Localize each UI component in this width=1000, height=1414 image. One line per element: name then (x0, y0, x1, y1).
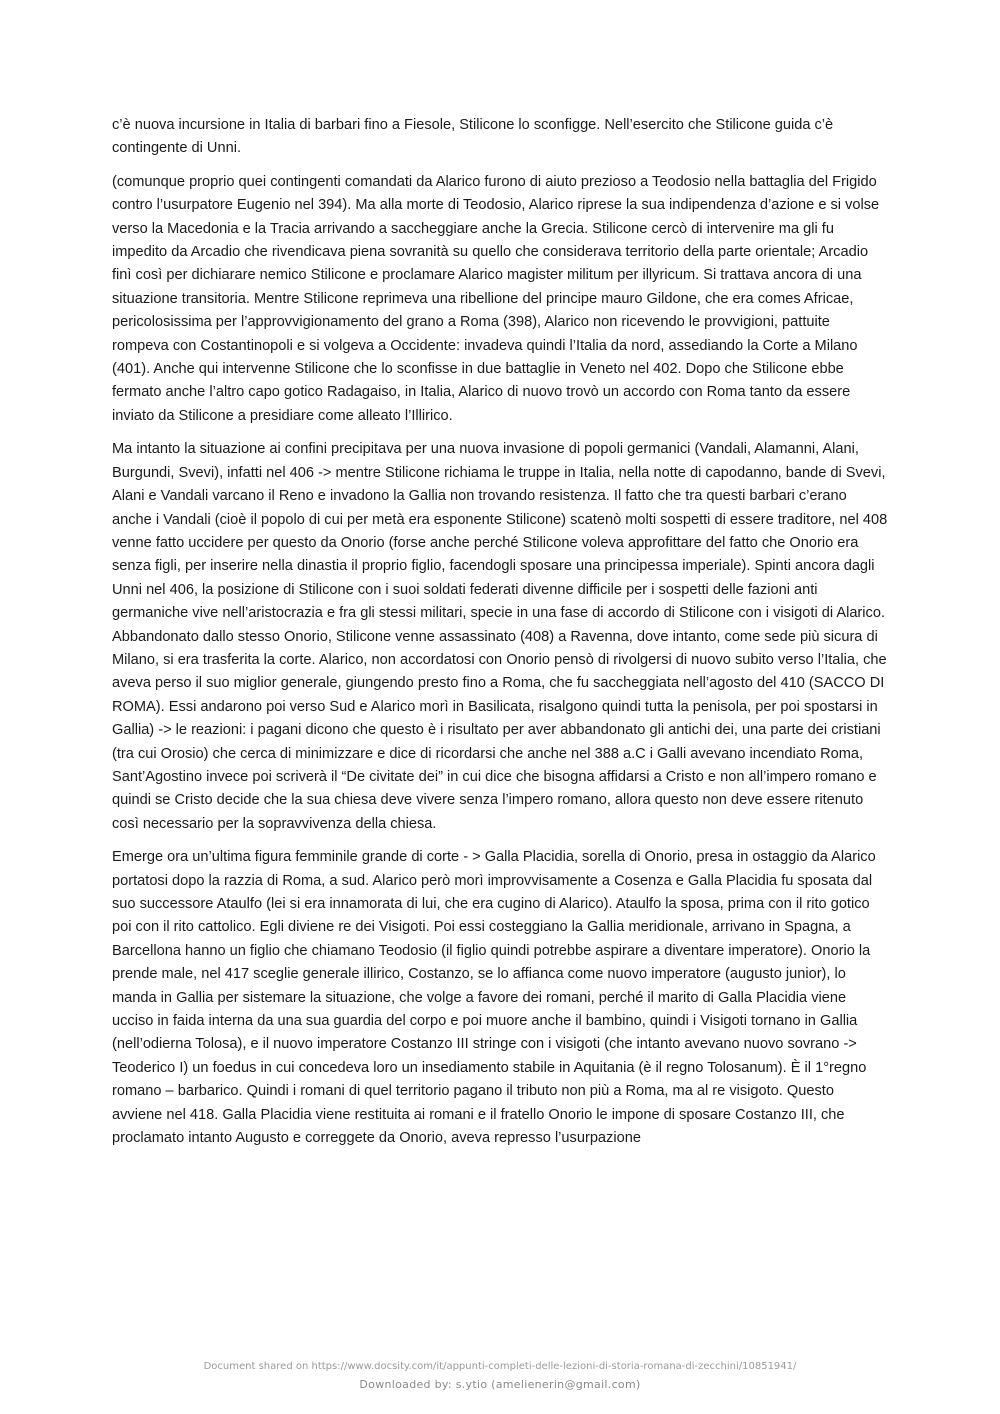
paragraph-1: c’è nuova incursione in Italia di barbari fino a Fiesole, Stilicone lo sconfigge. Nell’esercito che Stilicone guida c’è contingente di Unni. (112, 117, 834, 157)
footer-shared-link[interactable]: Document shared on https://www.docsity.com/it/appunti-completi-delle-lezioni-di-storia-romana-di-zecchini/10851941/ (203, 1361, 797, 1372)
paragraph-4: Emerge ora un’ultima figura femminile grande di corte - > Galla Placidia, sorella di Onorio, presa in ostaggio da Alarico portatosi dopo la razzia di Roma, a sud. Alarico però morì improvvisamente a Cosenza e Galla Placidia fu sposata dal suo successore Ataulfo (lei si era innamorata di lui, che era cugino di Alarico). Ataulfo la sposa, prima con il rito gotico poi con il rito cattolico. Egli diviene re dei Visigoti. Poi essi costeggiano la Gallia meridionale, arrivano in Spagna, a Barcellona hanno un figlio che chiamano Teodosio (il figlio quindi potrebbe aspirare a diventare imperatore). Onorio la prende male, nel 417 sceglie generale illirico, Costanzo, se lo affianca come nuovo imperatore (augusto junior), lo manda in Gallia per sistemare la situazione, che volge a favore dei romani, perché il marito di Galla Placidia viene ucciso in faida interna da una sua guardia del corpo e poi muore anche il bambino, quindi i Visigoti tornano in Gallia (nell’odierna Tolosa), e il nuovo imperatore Costanzo III stringe con i visigoti (che intanto avevano nuovo sovrano -> Teoderico I) un foedus in cui concedeva loro un insediamento stabile in Aquitania (è il regno Tolosanum). È il 1°regno romano – barbarico. Quindi i romani di quel territorio pagano il tributo non più a Roma, ma al re visigoto. Questo avviene nel 418. Galla Placidia viene restituita ai romani e il fratello Onorio le impone di sposare Costanzo III, che proclamato intanto Augusto e correggete da Onorio, aveva represso l’usurpazione (112, 849, 876, 1147)
paragraph-2: (comunque proprio quei contingenti comandati da Alarico furono di aiuto prezioso a Teodosio nella battaglia del Frigido contro l’usurpatore Eugenio nel 394). Ma alla morte di Teodosio, Alarico riprese la sua indipendenza d’azione e si volse verso la Macedonia e la Tracia arrivando a saccheggiare anche la Grecia. Stilicone cercò di intervenire ma gli fu impedito da Arcadio che rivendicava piena sovranità su quello che considerava territorio della parte orientale; Arcadio finì così per dichiarare nemico Stilicone e proclamare Alarico magister militum per illyricum. Si trattava ancora di una situazione transitoria. Mentre Stilicone reprimeva una ribellione del principe mauro Gildone, che era comes Africae, pericolosissima per l’approvvigionamento del grano a Roma (398), Alarico non ricevendo le provvigioni, pattuite rompeva con Costantinopoli e si volgeva a Occidente: invadeva quindi l’Italia da nord, assediando la Corte a Milano (401). Anche qui intervenne Stilicone che lo sconfisse in due battaglie in Veneto nel 402. Dopo che Stilicone ebbe fermato anche l’altro capo gotico Radagaiso, in Italia, Alarico di nuovo trovò un accordo con Roma tanto da essere inviato da Stilicone a presidiare come alleato l’Illirico. (112, 173, 880, 424)
footer-downloaded-by: Downloaded by: s.ytio (amelienerin@gmail.com) (359, 1378, 641, 1391)
paragraph-3: Ma intanto la situazione ai confini precipitava per una nuova invasione di popoli germanici (Vandali, Alamanni, Alani, Burgundi, Svevi), infatti nel 406 -> mentre Stilicone richiama le truppe in Italia, nella notte di capodanno, bande di Svevi, Alani e Vandali varcano il Reno e invadono la Gallia non trovando resistenza. Il fatto che tra questi barbari c’erano anche i Vandali (cioè il popolo di cui per metà era esponente Stilicone) scatenò molti sospetti di essere traditore, nel 408 venne fatto uccidere per questo da Onorio (forse anche perché Stilicone voleva approfittare del fatto che Onorio era senza figli, per inserire nella dinastia il proprio figlio, facendogli sposare una principessa imperiale). Spinti ancora dagli Unni nel 406, la posizione di Stilicone con i suoi soldati federati divenne difficile per i sospetti delle fazioni anti germaniche vive nell’aristocrazia e fra gli stessi militari, specie in una fase di accordo di Stilicone con i visigoti di Alarico. Abbandonato dallo stesso Onorio, Stilicone venne assassinato (408) a Ravenna, dove intanto, come sede più sicura di Milano, si era trasferita la corte. Alarico, non accordatosi con Onorio pensò di rivolgersi di nuovo subito verso l’Italia, che aveva perso il suo miglior generale, giungendo presto fino a Roma, che fu saccheggiata nell’agosto del 410 (SACCO DI ROMA). Essi andarono poi verso Sud e Alarico morì in Basilicata, risalgono quindi tutta la penisola, per poi spostarsi in Gallia) -> le reazioni: i pagani dicono che questo è i risultato per aver abbandonato gli antichi dei, una parte dei cristiani (tra cui Orosio) che cerca di minimizzare e dice di ricordarsi che anche nel 388 a.C i Galli avevano incendiato Roma, Sant’Agostino invece poi scriverà il “De civitate dei” in cui dice che bisogna affidarsi a Cristo e non all’impero romano e quindi se Cristo decide che la sua chiesa deve vivere senza l’impero romano, allora questo non deve essere ritenuto così necessario per la sopravvivenza della chiesa. (112, 441, 888, 832)
document-body (112, 114, 888, 1160)
